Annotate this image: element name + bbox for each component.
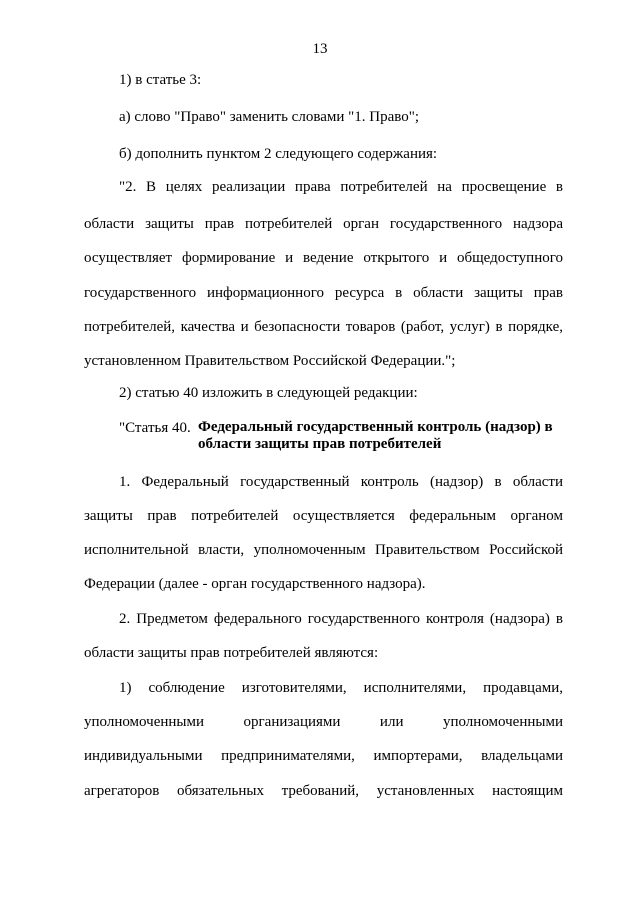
article-heading-title bbox=[198, 419, 568, 453]
article-heading-label: "Статья 40. bbox=[119, 420, 191, 436]
subpoint-1-line-4: агрегаторов обязательных требований, установленных настоящим bbox=[84, 783, 563, 799]
point-1-line-4: Федерации (далее - орган государственного надзора). bbox=[84, 576, 426, 592]
point-2-line-1: 2. Предметом федерального государственного контроля (надзора) в bbox=[119, 611, 563, 627]
point-1-line-3: исполнительной власти, уполномоченным Правительством Российской bbox=[84, 542, 563, 558]
point-1-line-1: 1. Федеральный государственный контроль (надзор) в области bbox=[119, 474, 563, 490]
paragraph-replace-word: а) слово "Право" заменить словами "1. Право"; bbox=[119, 109, 420, 125]
quote-line-3: осуществляет формирование и ведение открытого и общедоступного bbox=[84, 250, 563, 266]
article-heading-title-line-2: области защиты прав потребителей bbox=[198, 436, 442, 452]
quote-line-2: области защиты прав потребителей орган государственного надзора bbox=[84, 216, 563, 232]
subpoint-1-line-3: индивидуальными предпринимателями, импортерами, владельцами bbox=[84, 748, 563, 764]
page-number: 13 bbox=[312, 41, 328, 57]
paragraph-article-40: 2) статью 40 изложить в следующей редакции: bbox=[119, 385, 418, 401]
subpoint-1-line-2: уполномоченными организациями или уполномоченными bbox=[84, 714, 563, 730]
quote-line-1: "2. В целях реализации права потребителей на просвещение в bbox=[119, 179, 563, 195]
quote-line-5: потребителей, качества и безопасности товаров (работ, услуг) в порядке, bbox=[84, 319, 563, 335]
subpoint-1-line-1: 1) соблюдение изготовителями, исполнителями, продавцами, bbox=[119, 680, 563, 696]
point-2-line-2: области защиты прав потребителей являются: bbox=[84, 645, 379, 661]
paragraph-add-point: б) дополнить пунктом 2 следующего содержания: bbox=[119, 146, 438, 162]
paragraph-article-3: 1) в статье 3: bbox=[119, 72, 202, 88]
quote-line-4: государственного информационного ресурса в области защиты прав bbox=[84, 285, 563, 301]
article-heading-title-line-1: Федеральный государственный контроль (надзор) в bbox=[198, 419, 553, 435]
point-1-line-2: защиты прав потребителей осуществляется федеральным органом bbox=[84, 508, 563, 524]
quote-line-6: установленном Правительством Российской Федерации."; bbox=[84, 353, 456, 369]
